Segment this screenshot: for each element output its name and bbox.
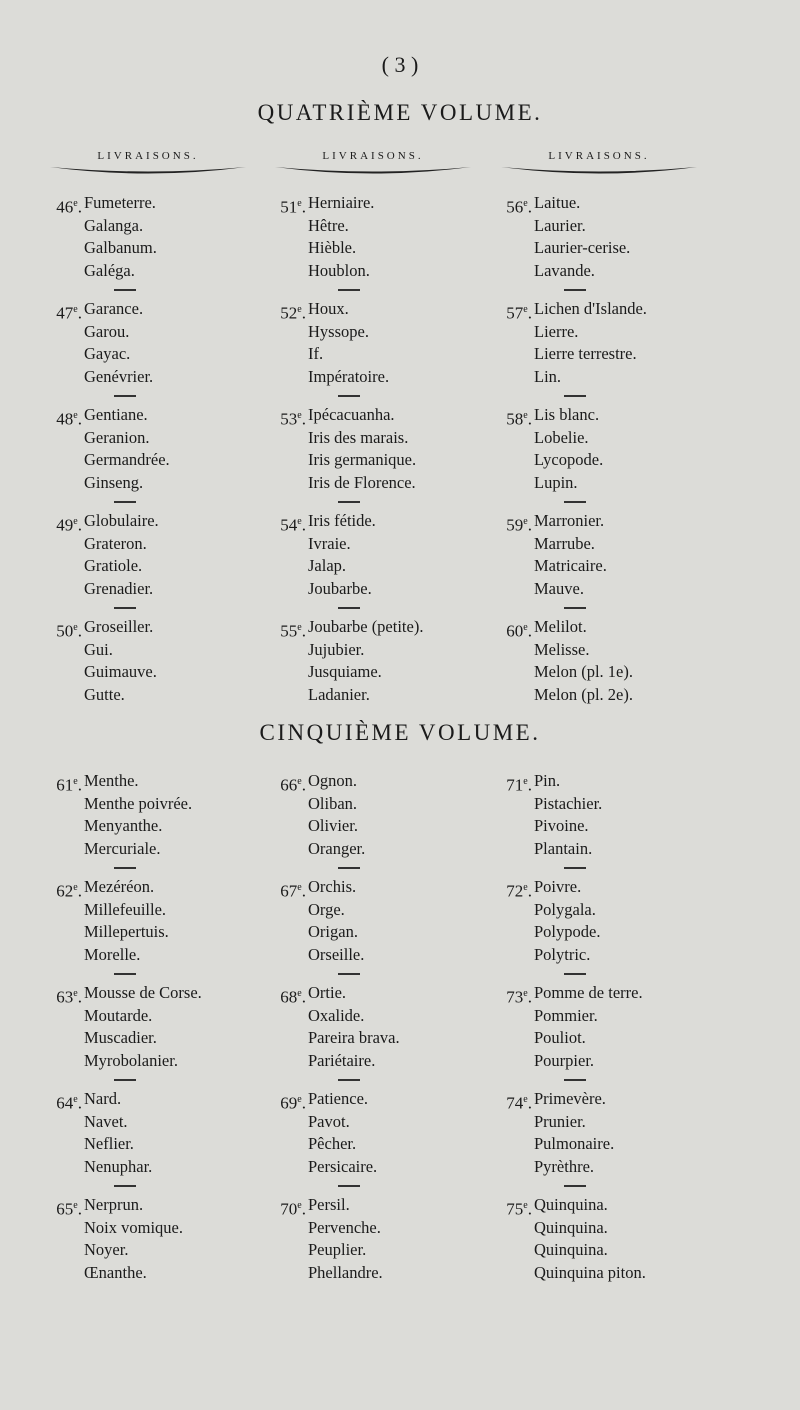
livraison-number-value: 59 — [506, 515, 524, 535]
livraison-number: 61e. — [56, 775, 82, 795]
plant-list — [534, 404, 603, 494]
plant-name: Lavande. — [534, 260, 595, 280]
ordinal-suffix: e — [297, 198, 302, 209]
plant-name: Pistachier. — [534, 793, 603, 813]
plant-name: Galanga. — [84, 215, 144, 235]
ordinal-suffix: e — [73, 1094, 78, 1105]
livraison-number: 66e. — [280, 775, 306, 795]
livraison-number: 65e. — [56, 1199, 82, 1219]
plant-list — [84, 510, 159, 600]
plant-name: Melisse. — [534, 639, 590, 659]
plant-name: Pêcher. — [308, 1134, 357, 1154]
plant-list — [308, 192, 374, 282]
plant-name: Plantain. — [534, 838, 593, 858]
plant-list — [84, 298, 153, 388]
plant-name: Marrube. — [534, 533, 595, 553]
plant-list — [84, 1194, 183, 1284]
plant-name: Pulmonaire. — [534, 1134, 615, 1154]
ordinal-suffix: e — [297, 516, 302, 527]
livraison-number-value: 57 — [506, 303, 524, 323]
ordinal-suffix: e — [523, 410, 528, 421]
plant-name: Lupin. — [534, 472, 578, 492]
ordinal-suffix: e — [523, 1200, 528, 1211]
separator-rule — [338, 973, 360, 975]
plant-name: Laurier-cerise. — [534, 238, 631, 258]
plant-name: Ipécacuanha. — [308, 405, 395, 424]
livraison-number: 56e. — [506, 197, 532, 217]
livraison-number: 51e. — [280, 197, 306, 217]
livraison-number-value: 73 — [506, 987, 524, 1007]
plant-name: Lobelie. — [534, 427, 589, 447]
livraison-number: 69e. — [280, 1093, 306, 1113]
plant-list — [308, 770, 365, 860]
plant-name: Melilot. — [534, 617, 587, 636]
livraison-number: 46e. — [56, 197, 82, 217]
plant-name: Menthe poivrée. — [84, 793, 193, 813]
ordinal-suffix: e — [523, 622, 528, 633]
separator-rule — [564, 867, 586, 869]
livraison-number: 64e. — [56, 1093, 82, 1113]
plant-list — [84, 876, 169, 966]
plant-name: Germandrée. — [84, 450, 170, 470]
plant-name: Lierre. — [534, 321, 579, 341]
livraison-number-value: 60 — [506, 621, 524, 641]
plant-name: Jujubier. — [308, 639, 365, 659]
plant-name: Polygala. — [534, 899, 596, 919]
plant-name: Impératoire. — [308, 366, 390, 386]
separator-rule — [114, 973, 136, 975]
livraison-number: 71e. — [506, 775, 532, 795]
plant-name: Houblon. — [308, 260, 370, 280]
plant-list — [84, 982, 202, 1072]
plant-list — [308, 982, 400, 1072]
plant-name: Gentiane. — [84, 405, 148, 424]
plant-name: Persil. — [308, 1195, 350, 1214]
plant-name: Pervenche. — [308, 1217, 381, 1237]
plant-name: Pariétaire. — [308, 1050, 376, 1070]
ordinal-suffix: e — [297, 622, 302, 633]
separator-rule — [114, 607, 136, 609]
plant-name: Millepertuis. — [84, 922, 169, 942]
livraison-number: 75e. — [506, 1199, 532, 1219]
plant-name: Mercuriale. — [84, 838, 161, 858]
plant-name: Nard. — [84, 1089, 122, 1108]
plant-name: Ginseng. — [84, 472, 144, 492]
ordinal-suffix: e — [297, 410, 302, 421]
ordinal-suffix: e — [73, 776, 78, 787]
plant-name: Matricaire. — [534, 556, 607, 576]
plant-name: Ivraie. — [308, 533, 351, 553]
separator-rule — [114, 1079, 136, 1081]
plant-name: Lis blanc. — [534, 405, 600, 424]
plant-name: Primevère. — [534, 1089, 606, 1108]
ordinal-suffix: e — [297, 882, 302, 893]
ordinal-suffix: e — [523, 776, 528, 787]
ordinal-suffix: e — [523, 988, 528, 999]
livraison-number: 73e. — [506, 987, 532, 1007]
column-header — [45, 150, 251, 180]
plant-list — [308, 510, 376, 600]
livraison-number: 50e. — [56, 621, 82, 641]
plant-name: Navet. — [84, 1111, 128, 1131]
volume-5-title: CINQUIÈME VOLUME. — [259, 720, 541, 745]
livraison-number: 70e. — [280, 1199, 306, 1219]
plant-name: Origan. — [308, 922, 358, 942]
plant-list — [308, 876, 364, 966]
plant-name: Nenuphar. — [84, 1156, 153, 1176]
plant-name: Orchis. — [308, 877, 357, 896]
plant-name: Hêtre. — [308, 215, 349, 235]
plant-name: Groseiller. — [84, 617, 154, 636]
plant-name: Lichen d'Islande. — [534, 299, 647, 318]
livraison-number-value: 67 — [280, 881, 298, 901]
plant-name: Grenadier. — [84, 578, 154, 598]
plant-name: Ortie. — [308, 983, 347, 1002]
plant-name: Hièble. — [308, 238, 357, 258]
plant-name: Morelle. — [84, 944, 141, 964]
ordinal-suffix: e — [73, 622, 78, 633]
ordinal-suffix: e — [523, 516, 528, 527]
plant-name: Oxalide. — [308, 1005, 365, 1025]
column-header-label: LIVRAISONS. — [548, 150, 650, 162]
livraison-number: 53e. — [280, 409, 306, 429]
livraison-number: 49e. — [56, 515, 82, 535]
plant-name: Menyanthe. — [84, 816, 163, 836]
plant-list — [534, 510, 607, 600]
column-header-label: LIVRAISONS. — [97, 150, 199, 162]
livraison-number-value: 63 — [56, 987, 74, 1007]
column-header — [270, 150, 476, 180]
separator-rule — [564, 1079, 586, 1081]
plant-name: Jusquiame. — [308, 662, 382, 682]
plant-name: Mauve. — [534, 578, 584, 598]
plant-name: Herniaire. — [308, 193, 375, 212]
ordinal-suffix: e — [523, 198, 528, 209]
plant-name: Pourpier. — [534, 1050, 595, 1070]
livraison-number-value: 71 — [506, 775, 524, 795]
livraison-number-value: 74 — [506, 1093, 524, 1113]
livraison-number-value: 66 — [280, 775, 298, 795]
ordinal-suffix: e — [73, 516, 78, 527]
separator-rule — [564, 973, 586, 975]
plant-name: Pavot. — [308, 1111, 350, 1131]
plant-name: Marronier. — [534, 511, 605, 530]
separator-rule — [114, 289, 136, 291]
plant-name: If. — [308, 344, 324, 364]
plant-name: Guimauve. — [84, 662, 157, 682]
livraison-number: 58e. — [506, 409, 532, 429]
separator-rule — [114, 395, 136, 397]
livraison-number-value: 69 — [280, 1093, 298, 1113]
ordinal-suffix: e — [523, 304, 528, 315]
livraison-number-value: 47 — [56, 303, 74, 323]
plant-name: Jalap. — [308, 556, 347, 576]
plant-name: Pomme de terre. — [534, 983, 643, 1002]
livraison-number-value: 68 — [280, 987, 298, 1007]
plant-name: Polytric. — [534, 944, 591, 964]
ordinal-suffix: e — [73, 882, 78, 893]
plant-name: Pouliot. — [534, 1028, 586, 1048]
livraison-number-value: 54 — [280, 515, 298, 535]
plant-name: Menthe. — [84, 771, 139, 790]
plant-name: Hyssope. — [308, 321, 369, 341]
plant-list — [534, 192, 630, 282]
plant-name: Mezéréon. — [84, 877, 155, 896]
plant-name: Pyrèthre. — [534, 1156, 595, 1176]
plant-name: Laurier. — [534, 215, 586, 235]
livraison-number-value: 72 — [506, 881, 524, 901]
livraison-number-value: 65 — [56, 1199, 74, 1219]
ordinal-suffix: e — [523, 882, 528, 893]
plant-name: Pareira brava. — [308, 1028, 400, 1048]
ordinal-suffix: e — [73, 304, 78, 315]
ordinal-suffix: e — [73, 410, 78, 421]
plant-name: Laitue. — [534, 193, 581, 212]
separator-rule — [338, 1079, 360, 1081]
ordinal-suffix: e — [297, 1094, 302, 1105]
plant-name: Lycopode. — [534, 450, 604, 470]
livraison-number-value: 62 — [56, 881, 74, 901]
plant-name: Millefeuille. — [84, 899, 167, 919]
plant-list — [534, 770, 602, 860]
plant-name: Quinquina. — [534, 1195, 608, 1214]
plant-name: Joubarbe. — [308, 578, 372, 598]
plant-name: Gayac. — [84, 344, 131, 364]
plant-list — [534, 876, 600, 966]
livraison-number: 63e. — [56, 987, 82, 1007]
plant-name: Gutte. — [84, 684, 125, 704]
separator-rule — [564, 395, 586, 397]
livraison-number: 52e. — [280, 303, 306, 323]
livraison-number: 55e. — [280, 621, 306, 641]
livraison-number: 67e. — [280, 881, 306, 901]
plant-name: Patience. — [308, 1089, 369, 1108]
separator-rule — [114, 501, 136, 503]
plant-name: Neflier. — [84, 1134, 134, 1154]
plant-list — [84, 770, 192, 860]
separator-rule — [338, 607, 360, 609]
plant-name: Peuplier. — [308, 1240, 367, 1260]
separator-rule — [338, 1185, 360, 1187]
livraison-number-value: 46 — [56, 197, 74, 217]
plant-name: Grateron. — [84, 533, 147, 553]
plant-list — [308, 298, 389, 388]
plant-name: Orseille. — [308, 944, 365, 964]
separator-rule — [338, 395, 360, 397]
column-header — [496, 150, 702, 180]
plant-name: Phellandre. — [308, 1262, 383, 1282]
livraison-number: 47e. — [56, 303, 82, 323]
plant-name: Galbanum. — [84, 238, 157, 258]
separator-rule — [564, 289, 586, 291]
livraison-number-value: 56 — [506, 197, 524, 217]
plant-name: Mousse de Corse. — [84, 983, 202, 1002]
plant-name: Iris germanique. — [308, 450, 417, 470]
plant-list — [534, 1194, 646, 1284]
plant-name: Quinquina. — [534, 1240, 608, 1260]
livraison-number: 68e. — [280, 987, 306, 1007]
livraison-number-value: 52 — [280, 303, 298, 323]
plant-name: Ladanier. — [308, 684, 370, 704]
separator-rule — [114, 867, 136, 869]
livraison-number-value: 70 — [280, 1199, 298, 1219]
plant-name: Houx. — [308, 299, 349, 318]
plant-list — [308, 1088, 377, 1178]
swash-ornament-icon — [273, 164, 473, 180]
livraison-number: 59e. — [506, 515, 532, 535]
plant-name: Moutarde. — [84, 1005, 153, 1025]
separator-rule — [338, 501, 360, 503]
plant-name: Prunier. — [534, 1111, 586, 1131]
separator-rule — [564, 1185, 586, 1187]
plant-name: Gui. — [84, 639, 113, 659]
plant-name: Genévrier. — [84, 366, 154, 386]
plant-name: Iris fétide. — [308, 511, 376, 530]
separator-rule — [338, 867, 360, 869]
livraison-number-value: 64 — [56, 1093, 74, 1113]
plant-list — [534, 298, 647, 388]
plant-name: Joubarbe (petite). — [308, 617, 424, 636]
livraison-number-value: 53 — [280, 409, 298, 429]
plant-name: Ognon. — [308, 771, 358, 790]
plant-name: Oliban. — [308, 793, 358, 813]
plant-name: Polypode. — [534, 922, 601, 942]
livraison-number: 57e. — [506, 303, 532, 323]
plant-name: Noyer. — [84, 1240, 129, 1260]
swash-ornament-icon — [48, 164, 248, 180]
ordinal-suffix: e — [523, 1094, 528, 1105]
livraison-number: 62e. — [56, 881, 82, 901]
livraison-number-value: 49 — [56, 515, 74, 535]
plant-name: Lin. — [534, 366, 562, 386]
plant-name: Pommier. — [534, 1005, 598, 1025]
plant-name: Olivier. — [308, 816, 358, 836]
livraison-number-value: 50 — [56, 621, 74, 641]
ordinal-suffix: e — [297, 304, 302, 315]
separator-rule — [564, 607, 586, 609]
livraison-number-value: 58 — [506, 409, 524, 429]
plant-list — [534, 1088, 614, 1178]
plant-name: Melon (pl. 2e). — [534, 684, 633, 704]
separator-rule — [114, 1185, 136, 1187]
plant-name: Oranger. — [308, 838, 366, 858]
plant-name: Poivre. — [534, 877, 582, 896]
plant-name: Noix vomique. — [84, 1217, 183, 1237]
livraison-number: 74e. — [506, 1093, 532, 1113]
livraison-number-value: 51 — [280, 197, 298, 217]
plant-name: Myrobolanier. — [84, 1050, 178, 1070]
plant-name: Lierre terrestre. — [534, 344, 637, 364]
ordinal-suffix: e — [297, 1200, 302, 1211]
plant-name: Iris de Florence. — [308, 472, 416, 492]
livraison-number: 54e. — [280, 515, 306, 535]
ordinal-suffix: e — [73, 1200, 78, 1211]
plant-list — [534, 982, 643, 1072]
ordinal-suffix: e — [73, 988, 78, 999]
plant-list — [84, 404, 170, 494]
ordinal-suffix: e — [297, 776, 302, 787]
ordinal-suffix: e — [73, 198, 78, 209]
plant-name: Nerprun. — [84, 1195, 144, 1214]
plant-name: Garou. — [84, 321, 130, 341]
plant-list — [308, 404, 416, 494]
column-header-label: LIVRAISONS. — [322, 150, 424, 162]
plant-name: Iris des marais. — [308, 427, 409, 447]
plant-name: Garance. — [84, 299, 144, 318]
livraison-number-value: 55 — [280, 621, 298, 641]
volume-4-title: QUATRIÈME VOLUME. — [257, 100, 543, 125]
plant-name: Orge. — [308, 899, 345, 919]
plant-name: Œnanthe. — [84, 1262, 147, 1282]
plant-list — [84, 192, 157, 282]
plant-name: Globulaire. — [84, 511, 159, 530]
livraison-number: 48e. — [56, 409, 82, 429]
swash-ornament-icon — [499, 164, 699, 180]
plant-list — [534, 616, 633, 706]
ordinal-suffix: e — [297, 988, 302, 999]
livraison-number-value: 48 — [56, 409, 74, 429]
plant-name: Geranion. — [84, 427, 150, 447]
plant-name: Quinquina piton. — [534, 1262, 646, 1282]
separator-rule — [564, 501, 586, 503]
separator-rule — [338, 289, 360, 291]
plant-name: Pin. — [534, 771, 561, 790]
livraison-number-value: 75 — [506, 1199, 524, 1219]
plant-name: Fumeterre. — [84, 193, 156, 212]
livraison-number-value: 61 — [56, 775, 74, 795]
plant-name: Gratiole. — [84, 556, 143, 576]
plant-name: Melon (pl. 1e). — [534, 662, 633, 682]
plant-name: Muscadier. — [84, 1028, 157, 1048]
plant-name: Persicaire. — [308, 1156, 378, 1176]
plant-list — [308, 616, 423, 706]
page-number: ( 3 ) — [381, 52, 419, 77]
plant-name: Pivoine. — [534, 816, 589, 836]
plant-list — [308, 1194, 383, 1284]
plant-list — [84, 616, 157, 706]
livraison-number: 72e. — [506, 881, 532, 901]
plant-list — [84, 1088, 152, 1178]
livraison-number: 60e. — [506, 621, 532, 641]
plant-name: Quinquina. — [534, 1217, 608, 1237]
plant-name: Galéga. — [84, 260, 135, 280]
